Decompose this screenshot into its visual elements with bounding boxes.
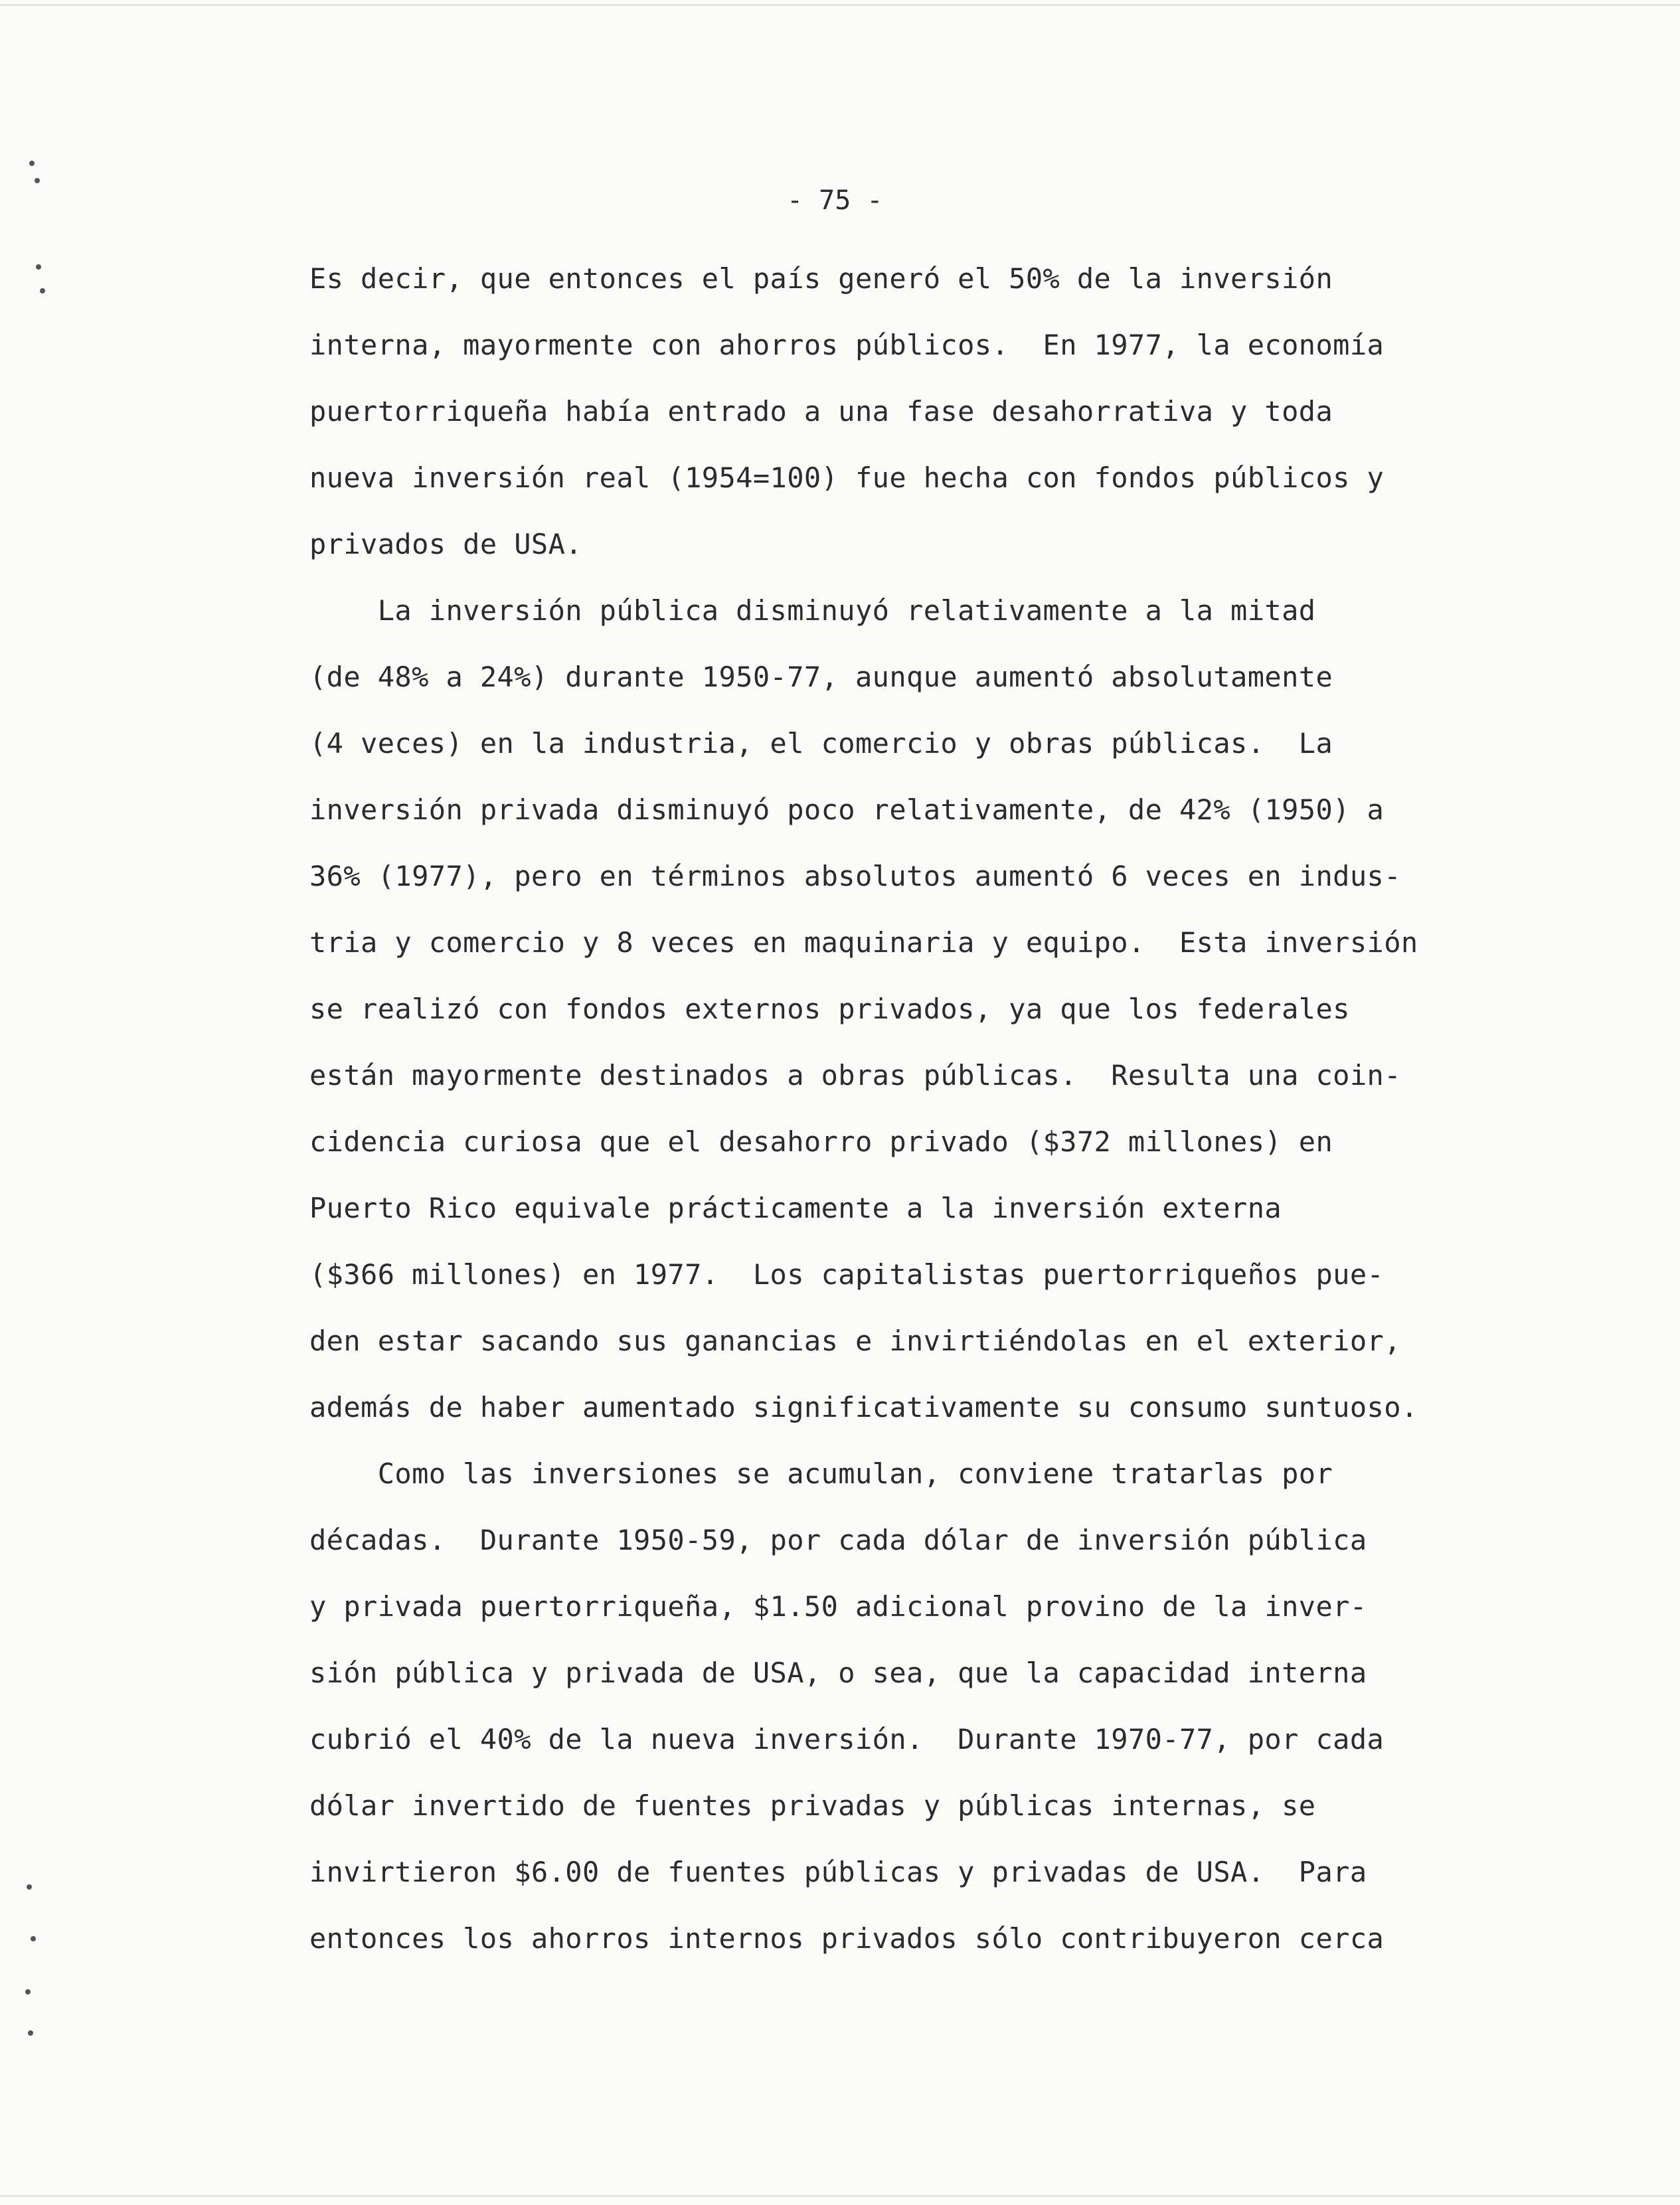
text-line: puertorriqueña había entrado a una fase desahorrativa y toda (309, 395, 1333, 428)
text-line: interna, mayormente con ahorros públicos. En 1977, la economía (309, 329, 1385, 361)
text-line: cidencia curiosa que el desahorro privado ($372 millones) en (309, 1125, 1333, 1158)
margin-speck (28, 2030, 33, 2036)
text-line: décadas. Durante 1950-59, por cada dólar de inversión pública (309, 1524, 1367, 1556)
text-line: Como las inversiones se acumulan, conviene tratarlas por (309, 1457, 1333, 1490)
text-line: además de haber aumentado significativamente su consumo suntuoso. (309, 1391, 1418, 1424)
page-number: - 75 - (787, 185, 883, 216)
text-line: invirtieron $6.00 de fuentes públicas y privadas de USA. Para (309, 1856, 1367, 1888)
margin-speck (35, 178, 40, 183)
text-line: (4 veces) en la industria, el comercio y obras públicas. La (309, 727, 1333, 760)
text-line: cubrió el 40% de la nueva inversión. Durante 1970-77, por cada (309, 1723, 1385, 1756)
margin-speck (40, 288, 45, 293)
text-line: y privada puertorriqueña, $1.50 adicional provino de la inver- (309, 1590, 1367, 1623)
text-line: entonces los ahorros internos privados sólo contribuyeron cerca (309, 1922, 1385, 1955)
text-line: 36% (1977), pero en términos absolutos aumentó 6 veces en indus- (309, 860, 1401, 892)
text-line: ($366 millones) en 1977. Los capitalistas puertorriqueños pue- (309, 1258, 1385, 1291)
margin-speck (31, 1936, 36, 1941)
text-line: Puerto Rico equivale prácticamente a la inversión externa (309, 1192, 1282, 1224)
text-line: (de 48% a 24%) durante 1950-77, aunque aumentó absolutamente (309, 661, 1333, 693)
margin-speck (27, 1884, 32, 1890)
text-line: sión pública y privada de USA, o sea, que la capacidad interna (309, 1657, 1367, 1689)
text-line: inversión privada disminuyó poco relativamente, de 42% (1950) a (309, 793, 1385, 826)
text-line: La inversión pública disminuyó relativamente a la mitad (309, 594, 1316, 627)
bottom-edge-line (0, 2195, 1680, 2197)
text-line: privados de USA. (309, 528, 582, 560)
margin-speck (36, 264, 41, 270)
text-line: están mayormente destinados a obras públicas. Resulta una coin- (309, 1059, 1401, 1092)
margin-speck (29, 161, 35, 166)
text-line: tria y comercio y 8 veces en maquinaria y equipo. Esta inversión (309, 926, 1418, 959)
text-line: nueva inversión real (1954=100) fue hecha con fondos públicos y (309, 461, 1385, 494)
top-edge-line (0, 4, 1680, 6)
margin-speck (25, 1989, 31, 1995)
text-line: dólar invertido de fuentes privadas y públicas internas, se (309, 1789, 1316, 1822)
text-line: Es decir, que entonces el país generó el 50% de la inversión (309, 262, 1333, 295)
text-line: se realizó con fondos externos privados, ya que los federales (309, 993, 1350, 1025)
text-line: den estar sacando sus ganancias e invirtiéndolas en el exterior, (309, 1325, 1401, 1357)
